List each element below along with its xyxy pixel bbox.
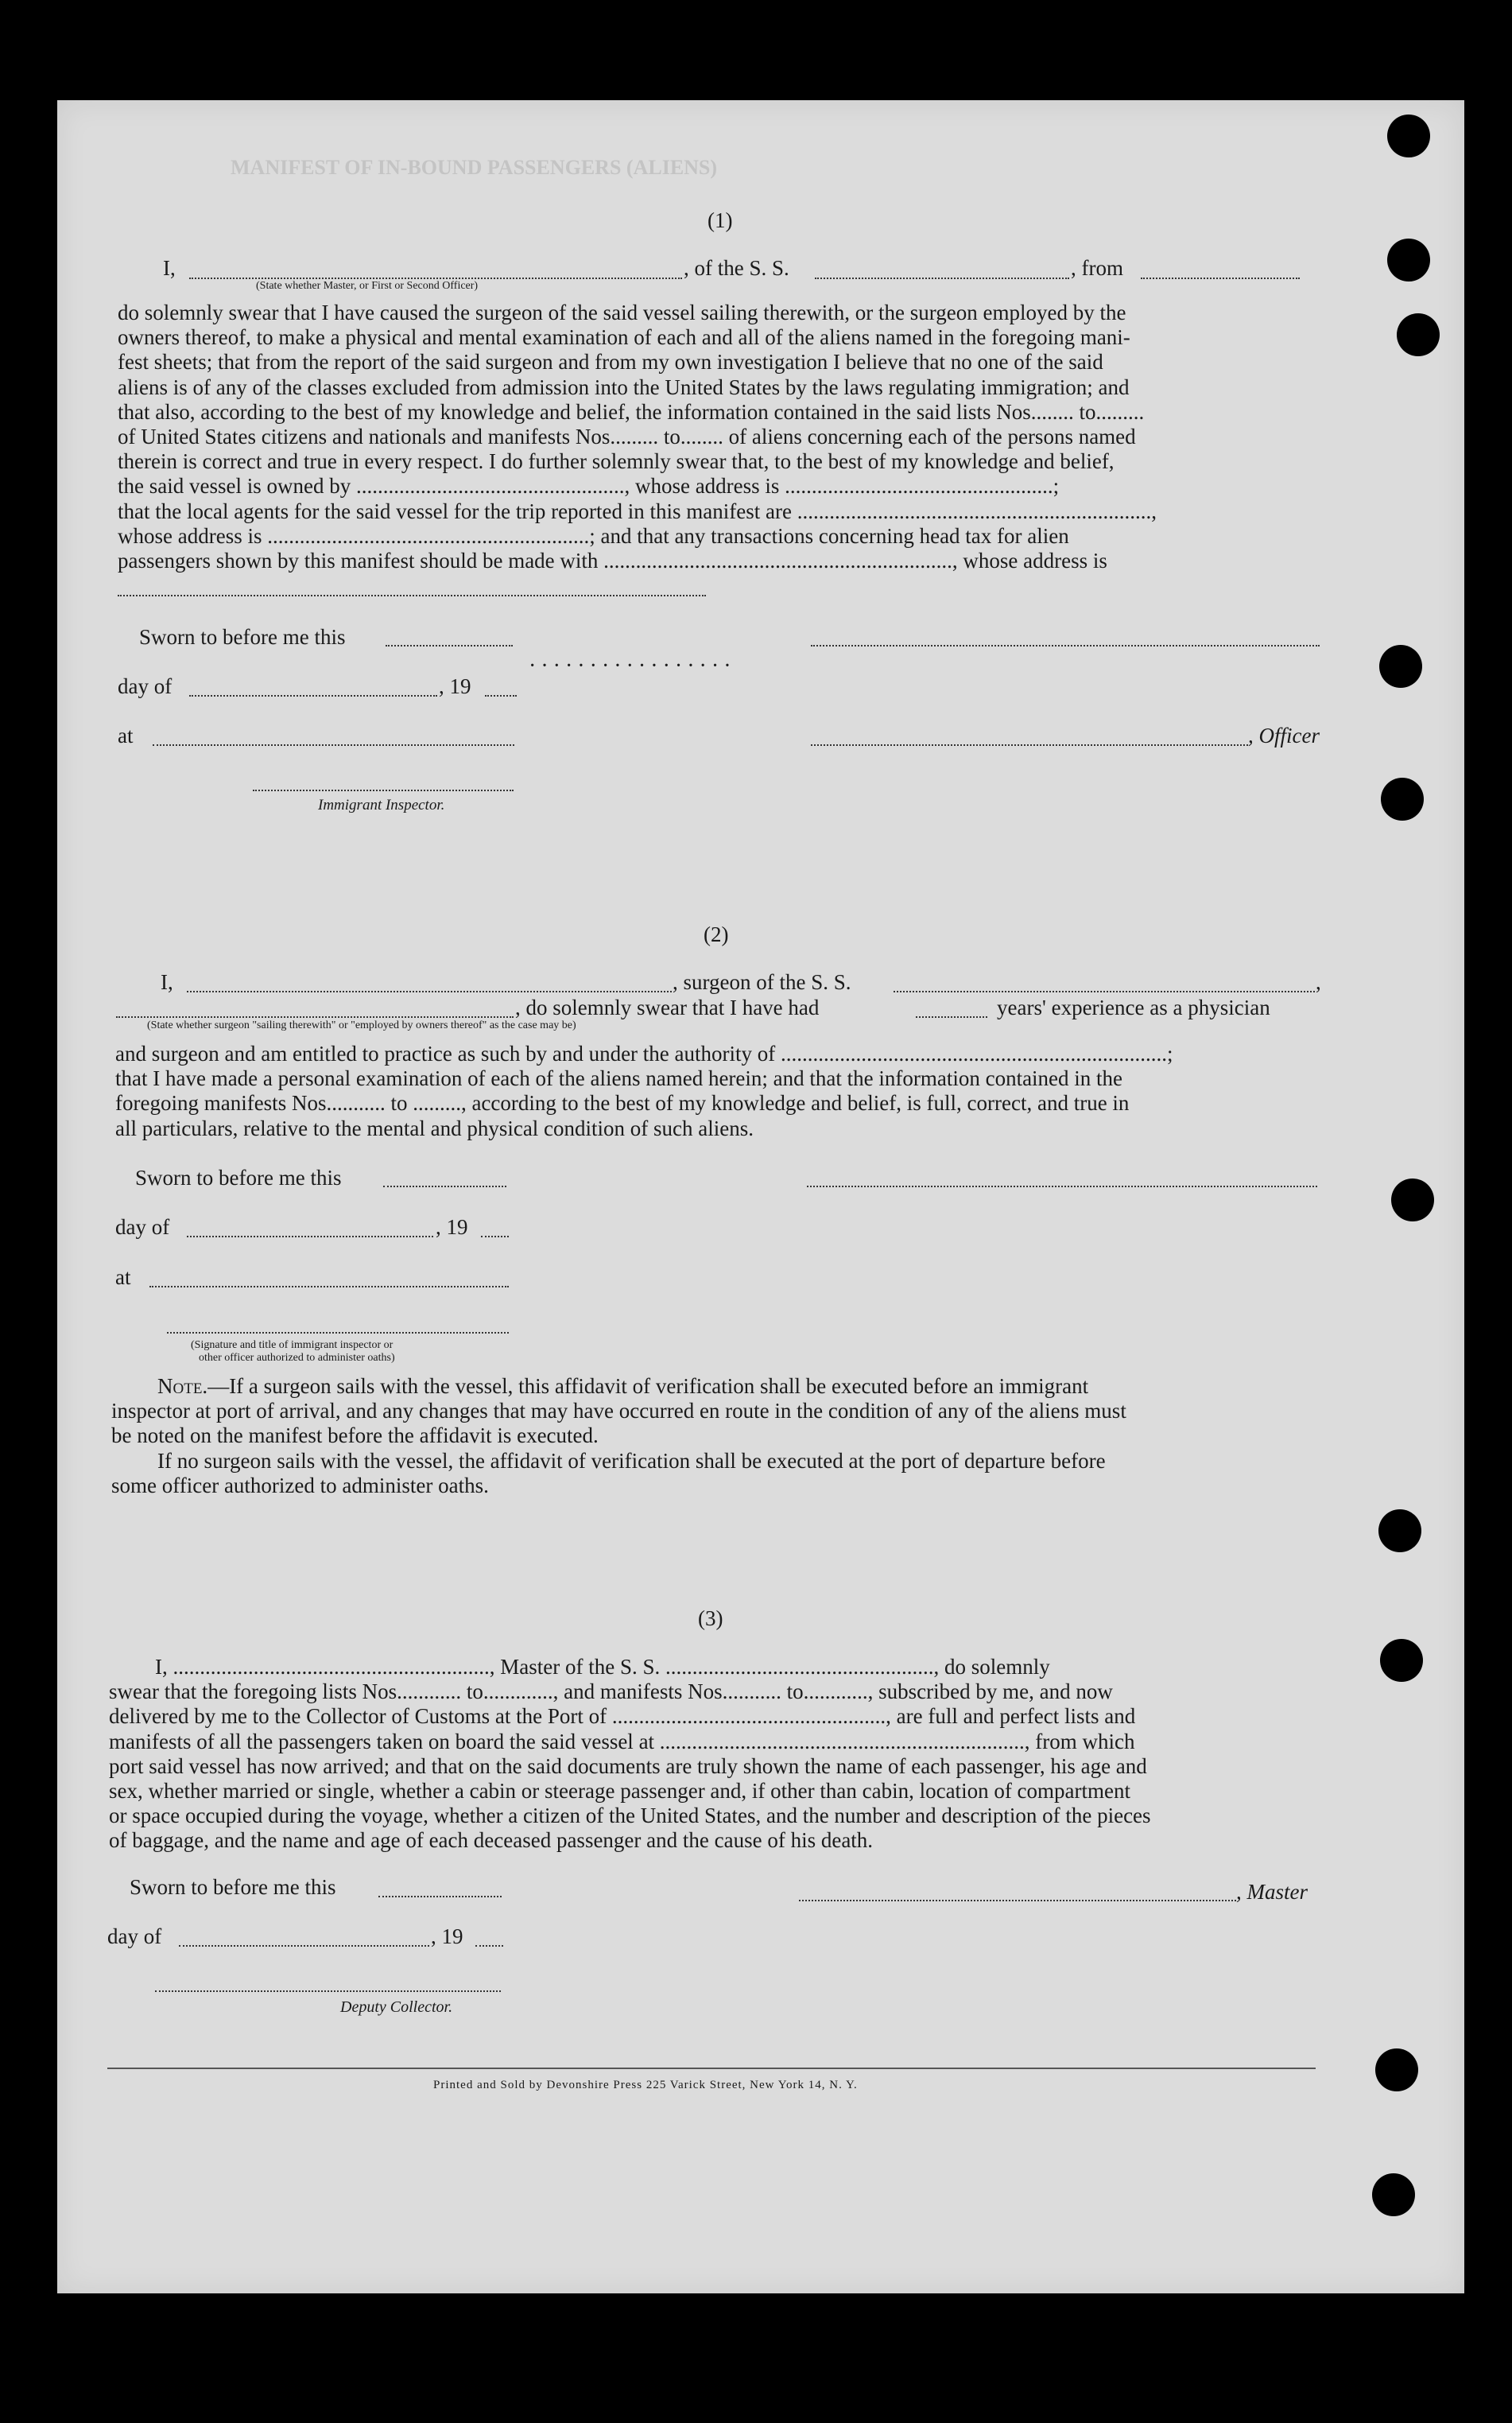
footer-rule [107, 2068, 1316, 2069]
paragraph-line: foregoing manifests Nos........... to ........., according to the best of my knowledge and belief, is full, correct, and true in [115, 1091, 1130, 1116]
paragraph-line: If no surgeon sails with the vessel, the affidavit of verification shall be executed at the port of departure before [157, 1448, 1106, 1473]
section-number: (2) [704, 922, 729, 946]
at-label: at [115, 1265, 131, 1289]
signature-hint: (Signature and title of immigrant inspector or [191, 1339, 394, 1351]
day-of-field[interactable] [189, 695, 437, 697]
departure-port-field[interactable] [1141, 278, 1300, 279]
sworn-date-field[interactable] [383, 1186, 506, 1187]
paragraph-line: be noted on the manifest before the affidavit is executed. [111, 1423, 599, 1448]
note-text: —If a surgeon sails with the vessel, this affidavit of verification shall be executed before an immigrant [207, 1374, 1089, 1398]
bleed-through-text: MANIFEST OF IN-BOUND PASSENGERS (ALIENS) [231, 156, 718, 179]
paragraph-line: fest sheets; that from the report of the said surgeon and from my own investigation I believe that no one of the said [118, 350, 1103, 375]
sworn-date-field[interactable] [378, 1896, 502, 1897]
at-field[interactable] [149, 1286, 509, 1287]
vessel-name-field[interactable] [894, 991, 1315, 992]
day-of-field[interactable] [187, 1236, 433, 1237]
paragraph-line: some officer authorized to administer oaths. [111, 1473, 489, 1497]
binder-hole [1375, 2048, 1418, 2091]
binder-hole [1379, 645, 1422, 688]
inspector-signature-field[interactable] [253, 790, 514, 791]
section2-paragraph [115, 1042, 1320, 1141]
paragraph-line: sex, whether married or single, whether a cabin or steerage passenger and, if other than cabin, location of compartment [109, 1779, 1131, 1804]
section-number: (1) [708, 208, 733, 232]
day-of-label: day of [107, 1924, 162, 1948]
paragraph-line: owners thereof, to make a physical and mental examination of each and all of the aliens named in the foregoing mani- [118, 325, 1130, 350]
solemnly-swear-label: , do solemnly swear that I have had [515, 996, 820, 1019]
officer-label: , Officer [1248, 724, 1320, 747]
paragraph-line: of United States citizens and nationals and manifests Nos......... to........ of aliens concerning each of the persons named [118, 425, 1136, 449]
printer-footer: Printed and Sold by Devonshire Press 225 Varick Street, New York 14, N. Y. [433, 2079, 858, 2091]
binder-hole [1381, 778, 1424, 821]
address-continuation-field[interactable] [118, 595, 706, 596]
surgeon-of-ss-label: , surgeon of the S. S. [673, 970, 851, 994]
officer-signature-field[interactable] [811, 645, 1320, 647]
binder-hole [1387, 115, 1430, 157]
paragraph-line: all particulars, relative to the mental and physical condition of such aliens. [115, 1116, 754, 1140]
surgeon-name-field[interactable] [187, 991, 672, 992]
year-field[interactable] [481, 1236, 509, 1237]
binder-hole [1378, 1509, 1421, 1552]
officer-name-field[interactable] [189, 278, 682, 279]
section-number: (3) [698, 1606, 723, 1630]
vessel-name-field[interactable] [815, 278, 1069, 279]
note-paragraph [111, 1374, 1320, 1498]
section3-paragraph [109, 1655, 1316, 1854]
ink-mark: ················· [529, 654, 736, 678]
paragraph-line: I, ..........................................................., Master of the S. S. .................................................., do solemnly [155, 1655, 1050, 1679]
year-field[interactable] [475, 1945, 503, 1947]
paragraph-line: aliens is of any of the classes excluded from admission into the United States by the laws regulating immigration; and [118, 375, 1130, 399]
binder-hole [1380, 1639, 1423, 1682]
paragraph-line: manifests of all the passengers taken on board the said vessel at ...................................................................., from which [109, 1729, 1135, 1753]
at-field[interactable] [153, 744, 514, 746]
signature-hint: other officer authorized to administer oaths) [199, 1352, 395, 1364]
master-label: , Master [1236, 1880, 1308, 1904]
sworn-label: Sworn to before me this [135, 1166, 342, 1190]
paragraph-line: port said vessel has now arrived; and that on the said documents are truly shown the name of each passenger, his age and [109, 1753, 1147, 1778]
surgeon-status-field[interactable] [116, 1016, 514, 1018]
officer-hint: (State whether Master, or First or Second Officer) [256, 280, 479, 292]
deputy-collector-label: Deputy Collector. [340, 1998, 453, 2016]
inspector-signature-field[interactable] [167, 1332, 509, 1334]
paragraph-line: inspector at port of arrival, and any changes that may have occurred en route in the condition of any of the aliens must [111, 1399, 1126, 1423]
year-field[interactable] [485, 695, 517, 697]
paragraph-line: delivered by me to the Collector of Customs at the Port of ..................................................., are full and perfect lists and [109, 1704, 1136, 1729]
binder-hole [1372, 2173, 1415, 2216]
section1-paragraph [118, 301, 1322, 573]
day-of-label: day of [115, 1215, 170, 1239]
years-experience-label: years' experience as a physician [997, 996, 1270, 1019]
binder-hole [1387, 239, 1430, 282]
declarant-i-label: I, [163, 256, 176, 280]
paragraph-line: the said vessel is owned by .................................................., whose address is ..................................................; [118, 474, 1060, 499]
comma: , [1316, 970, 1321, 994]
paragraph-line: that also, according to the best of my knowledge and belief, the information contained in the said lists Nos........ to......... [118, 399, 1145, 424]
master-signature-field[interactable] [799, 1900, 1236, 1901]
paragraph-line [111, 1374, 1320, 1399]
inspector-label: Immigrant Inspector. [318, 797, 445, 813]
day-of-field[interactable] [179, 1945, 429, 1947]
declarant-i-label: I, [161, 970, 173, 994]
officer-title-field[interactable] [811, 744, 1248, 746]
sworn-label: Sworn to before me this [130, 1875, 336, 1899]
deputy-signature-field[interactable] [155, 1990, 501, 1992]
note-label: Note. [157, 1374, 208, 1398]
year-label: , 19 [436, 1215, 468, 1239]
year-label: , 19 [439, 674, 471, 698]
paragraph-line: whose address is ............................................................; and that any transactions concerning head tax for alien [118, 523, 1069, 548]
paragraph-line: do solemnly swear that I have caused the surgeon of the said vessel sailing therewith, or the surgeon employed by the [118, 301, 1126, 324]
paragraph-line: of baggage, and the name and age of each deceased passenger and the cause of his death. [109, 1828, 874, 1853]
of-ss-label: , of the S. S. [684, 256, 789, 280]
binder-hole [1391, 1178, 1434, 1221]
paragraph-line: swear that the foregoing lists Nos............ to............., and manifests Nos........... to............, subscribed by me, and now [109, 1679, 1113, 1704]
sworn-date-field[interactable] [386, 645, 513, 647]
paragraph-line: passengers shown by this manifest should be made with ................................................................., whose address is [118, 549, 1107, 573]
binder-hole [1397, 313, 1440, 356]
paragraph-line: and surgeon and am entitled to practice as such by and under the authority of ........................................................................; [115, 1042, 1173, 1066]
sworn-label: Sworn to before me this [139, 625, 346, 649]
surgeon-hint: (State whether surgeon "sailing therewith" or "employed by owners thereof" as the case may be) [147, 1019, 576, 1031]
years-experience-field[interactable] [916, 1016, 987, 1018]
surgeon-signature-field[interactable] [807, 1186, 1317, 1187]
paragraph-line: that the local agents for the said vessel for the trip reported in this manifest are .................................................................., [118, 499, 1157, 523]
paragraph-line: or space occupied during the voyage, whether a citizen of the United States, and the number and description of the pieces [109, 1804, 1151, 1828]
paragraph-line: therein is correct and true in every respect. I do further solemnly swear that, to the best of my knowledge and belief, [118, 449, 1115, 474]
at-label: at [118, 724, 134, 747]
day-of-label: day of [118, 674, 173, 698]
paragraph-line: that I have made a personal examination of each of the aliens named herein; and that the information contained in the [115, 1066, 1123, 1091]
year-label: , 19 [431, 1924, 463, 1948]
from-label: , from [1071, 256, 1123, 280]
